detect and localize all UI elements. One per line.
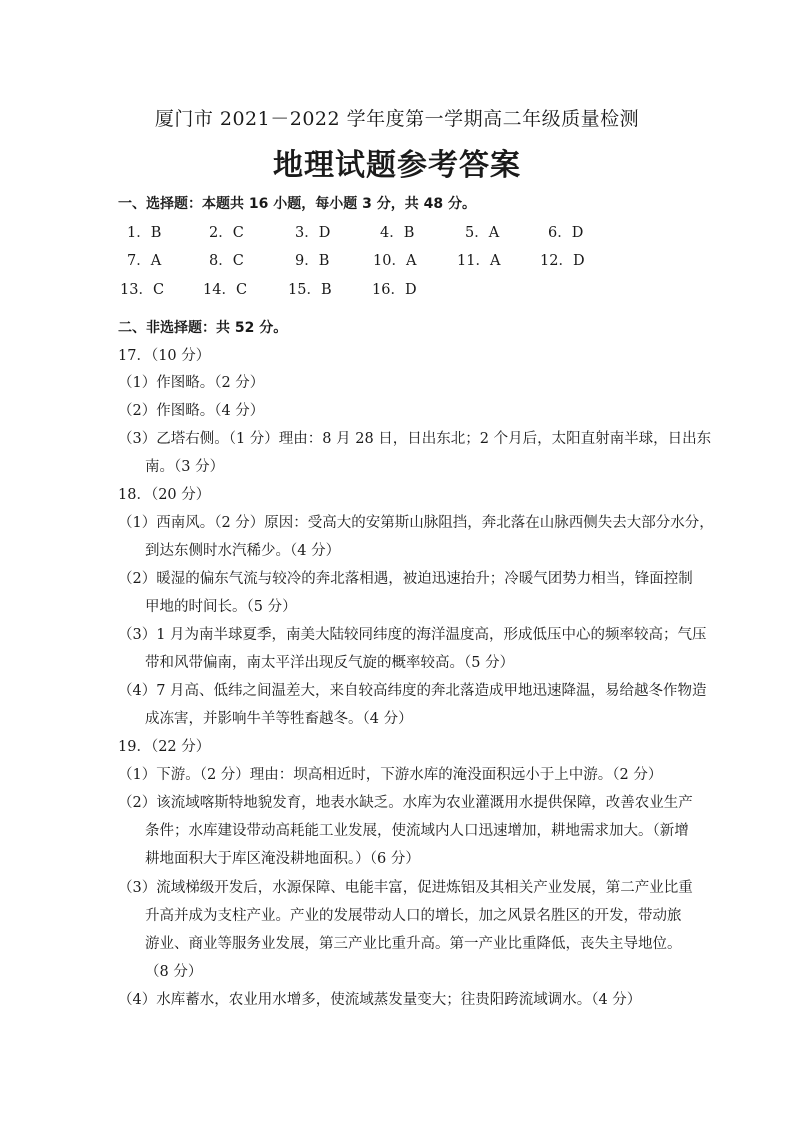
q19-part2-cont: 条件；水库建设带动高耗能工业发展，使流域内人口迅速增加，耕地需求加大。（新增 xyxy=(145,823,689,839)
q17-part3-cont: 南。（3 分） xyxy=(145,459,225,475)
answer-item: 9．B xyxy=(295,253,330,269)
q17-title: 17．（10 分） xyxy=(118,348,211,364)
q19-part3-cont: 游业、商业等服务业发展，第三产业比重升高。第一产业比重降低，丧失主导地位。 xyxy=(145,936,682,952)
q18-part2-cont: 甲地的时间长。（5 分） xyxy=(145,599,297,615)
answer-item: 1．B xyxy=(127,225,162,241)
q18-title: 18．（20 分） xyxy=(118,487,211,503)
answer-item: 12．D xyxy=(540,253,585,269)
answer-item: 13．C xyxy=(120,282,165,298)
q18-part2: （2）暖湿的偏东气流与较冷的奔北落相遇，被迫迅速抬升；冷暖气团势力相当，锋面控制 xyxy=(118,571,693,587)
q19-part3: （3）流域梯级开发后，水源保障、电能丰富，促进炼铝及其相关产业发展，第二产业比重 xyxy=(118,880,693,896)
q18-part4: （4）7 月高、低纬之间温差大，来自较高纬度的奔北落造成甲地迅速降温，易给越冬作物造 xyxy=(118,683,707,699)
exam-title: 厦门市 2021－2022 学年度第一学期高二年级质量检测 xyxy=(154,108,640,130)
answer-item: 5．A xyxy=(465,225,500,241)
q17-part2: （2）作图略。（4 分） xyxy=(118,403,265,419)
answer-item: 8．C xyxy=(209,253,244,269)
section1-heading: 一、选择题：本题共 16 小题，每小题 3 分，共 48 分。 xyxy=(118,196,476,212)
q18-part4-cont: 成冻害，并影响牛羊等牲畜越冬。（4 分） xyxy=(145,711,413,727)
q19-part1: （1）下游。（2 分）理由：坝高相近时，下游水库的淹没面积远小于上中游。（2 分） xyxy=(118,767,663,783)
q18-part3: （3）1 月为南半球夏季，南美大陆较同纬度的海洋温度高，形成低压中心的频率较高；气压 xyxy=(118,627,707,643)
answer-item: 15．B xyxy=(288,282,332,298)
q19-title: 19．（22 分） xyxy=(118,739,211,755)
q19-part2: （2）该流域喀斯特地貌发育，地表水缺乏。水库为农业灌溉用水提供保障，改善农业生产 xyxy=(118,795,693,811)
q18-part1-cont: 到达东侧时水汽稀少。（4 分） xyxy=(145,543,341,559)
q18-part1: （1）西南风。（2 分）原因：受高大的安第斯山脉阻挡，奔北落在山脉西侧失去大部分水分， xyxy=(118,515,714,531)
q19-part4: （4）水库蓄水，农业用水增多，使流域蒸发量变大；往贵阳跨流域调水。（4 分） xyxy=(118,992,642,1008)
answer-item: 16．D xyxy=(372,282,417,298)
answer-item: 14．C xyxy=(203,282,248,298)
answer-item: 3．D xyxy=(295,225,331,241)
q18-part3-cont: 带和风带偏南，南太平洋出现反气旋的概率较高。（5 分） xyxy=(145,655,515,671)
section2-heading: 二、非选择题：共 52 分。 xyxy=(118,320,288,336)
answer-key-title: 地理试题参考答案 xyxy=(273,148,521,183)
q19-part3-cont: （8 分） xyxy=(145,964,203,980)
q17-part1: （1）作图略。（2 分） xyxy=(118,375,265,391)
answer-item: 6．D xyxy=(548,225,584,241)
answer-item: 11．A xyxy=(457,253,501,269)
answer-item: 2．C xyxy=(209,225,244,241)
q19-part2-cont: 耕地面积大于库区淹没耕地面积。）（6 分） xyxy=(145,851,420,867)
answer-item: 7．A xyxy=(127,253,162,269)
q17-part3: （3）乙塔右侧。（1 分）理由：8 月 28 日，日出东北；2 个月后，太阳直射南半球，日出东 xyxy=(118,431,712,447)
answer-item: 10．A xyxy=(373,253,417,269)
q19-part3-cont: 升高并成为支柱产业。产业的发展带动人口的增长，加之风景名胜区的开发，带动旅 xyxy=(145,908,682,924)
answer-item: 4．B xyxy=(380,225,415,241)
